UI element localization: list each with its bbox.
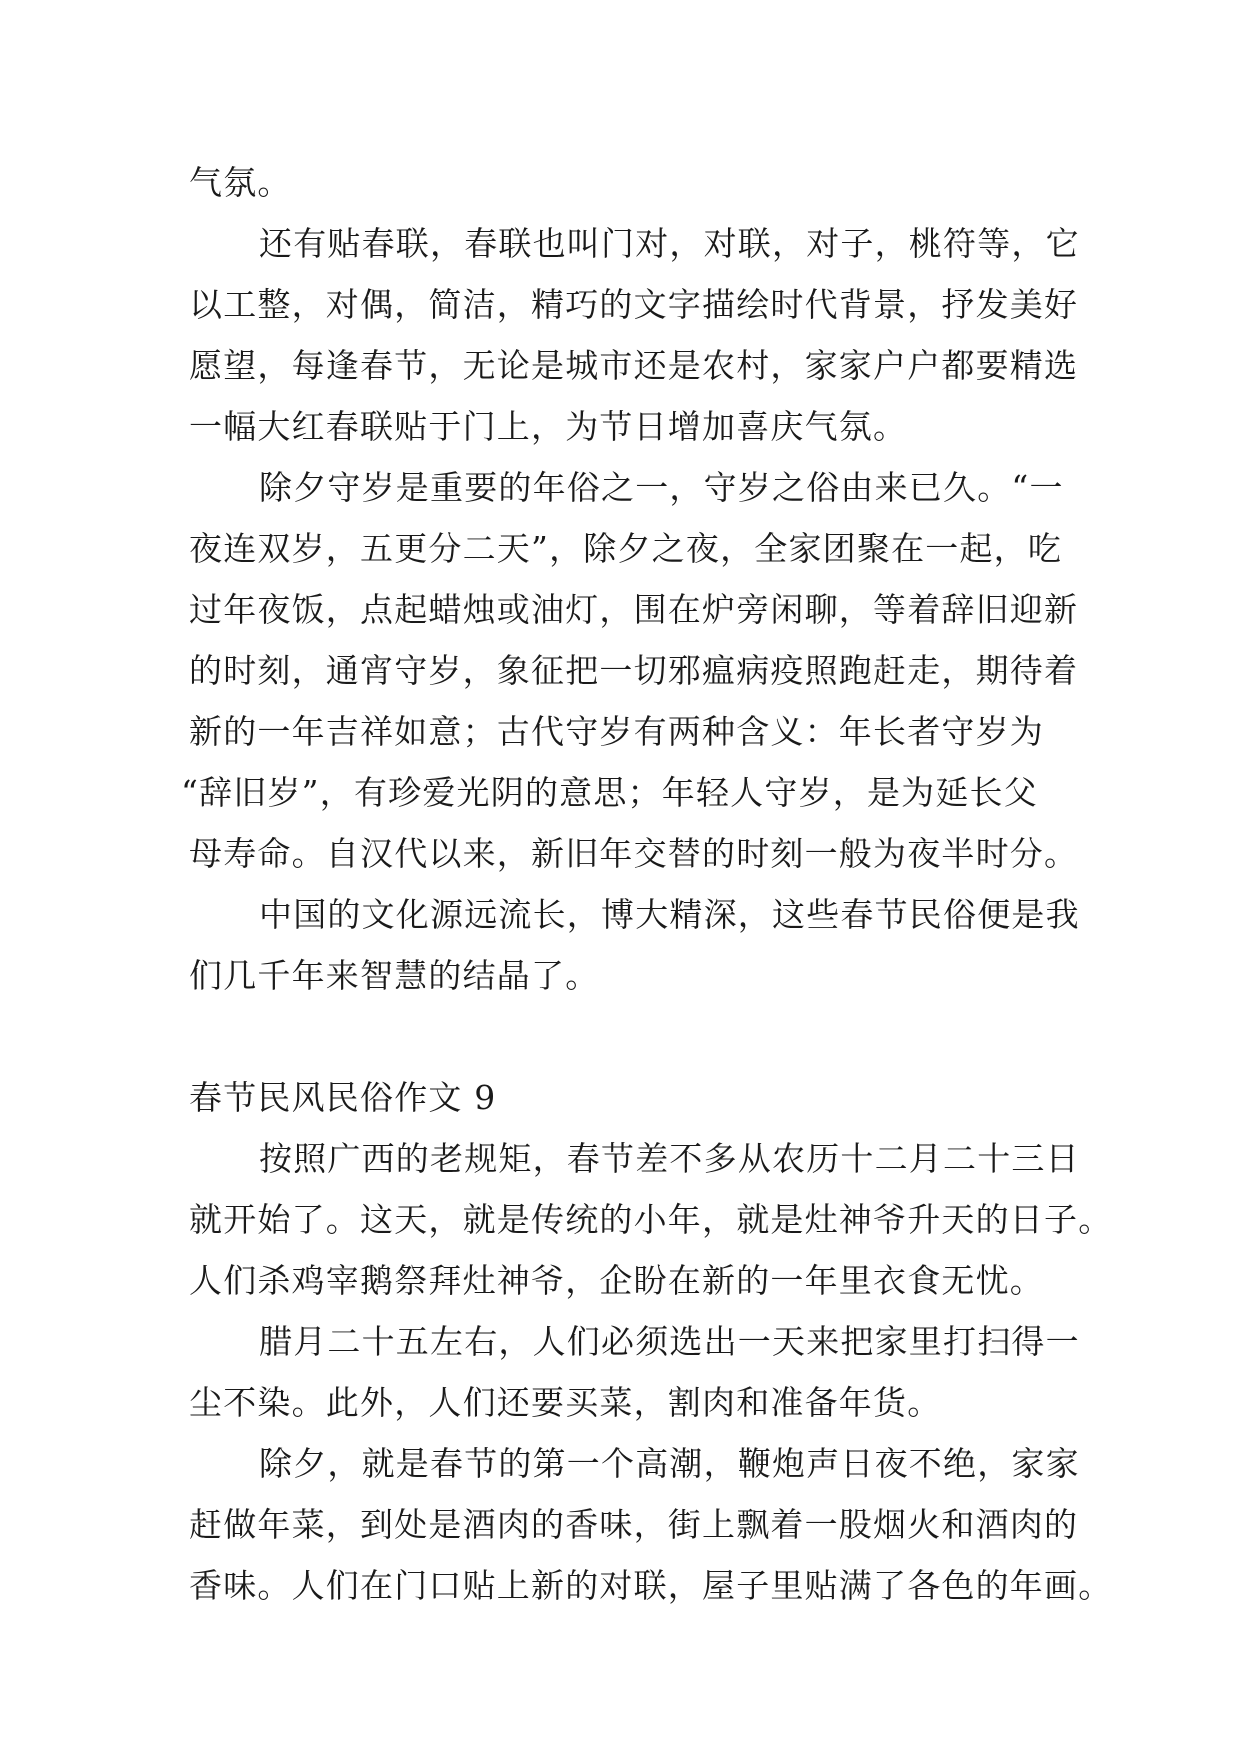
- text-line: 母寿命。自汉代以来，新旧年交替的时刻一般为夜半时分。: [189, 834, 1079, 873]
- paragraph-new-year-eve-vigil: [181, 457, 1079, 884]
- paragraph-continuation: [189, 152, 1059, 213]
- text-line: 还有贴春联，春联也叫门对，对联，对子，桃符等，它: [259, 224, 1080, 263]
- text-line: 过年夜饭，点起蜡烛或油灯，围在炉旁闲聊，等着辞旧迎新: [189, 590, 1079, 629]
- paragraph-culture-conclusion: [189, 884, 1080, 1006]
- text-line: 香味。人们在门口贴上新的对联，屋子里贴满了各色的年画。: [189, 1566, 1113, 1605]
- paragraph-new-year-eve-climax: [189, 1433, 1113, 1616]
- paragraph-house-cleaning: [189, 1311, 1080, 1433]
- text-line: 赶做年菜，到处是酒肉的香味，街上飘着一股烟火和酒肉的: [189, 1505, 1079, 1544]
- text-line: 人们杀鸡宰鹅祭拜灶神爷，企盼在新的一年里衣食无忧。: [189, 1261, 1044, 1300]
- text-line: 除夕守岁是重要的年俗之一，守岁之俗由来已久。“一: [259, 468, 1064, 507]
- text-line: 除夕，就是春节的第一个高潮，鞭炮声日夜不绝，家家: [259, 1444, 1080, 1483]
- text-line: 中国的文化源远流长，博大精深，这些春节民俗便是我: [259, 895, 1080, 934]
- text-line: 按照广西的老规矩，春节差不多从农历十二月二十三日: [259, 1139, 1080, 1178]
- text-line: “辞旧岁”，有珍爱光阴的意思；年轻人守岁，是为延长父: [181, 773, 1038, 812]
- document-page: [181, 152, 1113, 1616]
- text-line: 尘不染。此外，人们还要买菜，割肉和准备年货。: [189, 1383, 942, 1422]
- text-line: 以工整，对偶，简洁，精巧的文字描绘时代背景，抒发美好: [189, 285, 1079, 324]
- section-heading: 春节民风民俗作文 9: [189, 1078, 497, 1117]
- text-line: 的时刻，通宵守岁，象征把一切邪瘟病疫照跑赶走，期待着: [189, 651, 1079, 690]
- text-line: 夜连双岁，五更分二天”，除夕之夜，全家团聚在一起，吃: [189, 529, 1063, 568]
- text-line: 就开始了。这天，就是传统的小年，就是灶神爷升天的日子。: [189, 1200, 1113, 1239]
- text-line: 们几千年来智慧的结晶了。: [189, 956, 600, 995]
- text-line: 愿望，每逢春节，无论是城市还是农村，家家户户都要精选: [189, 346, 1079, 385]
- text-line: 一幅大红春联贴于门上，为节日增加喜庆气氛。: [189, 407, 908, 446]
- paragraph-guangxi-custom: [189, 1128, 1113, 1311]
- text-line: 新的一年吉祥如意；古代守岁有两种含义：年长者守岁为: [189, 712, 1044, 751]
- text-line: 气氛。: [189, 163, 292, 202]
- paragraph-spring-couplets: [189, 213, 1080, 457]
- text-line: 腊月二十五左右，人们必须选出一天来把家里打扫得一: [259, 1322, 1080, 1361]
